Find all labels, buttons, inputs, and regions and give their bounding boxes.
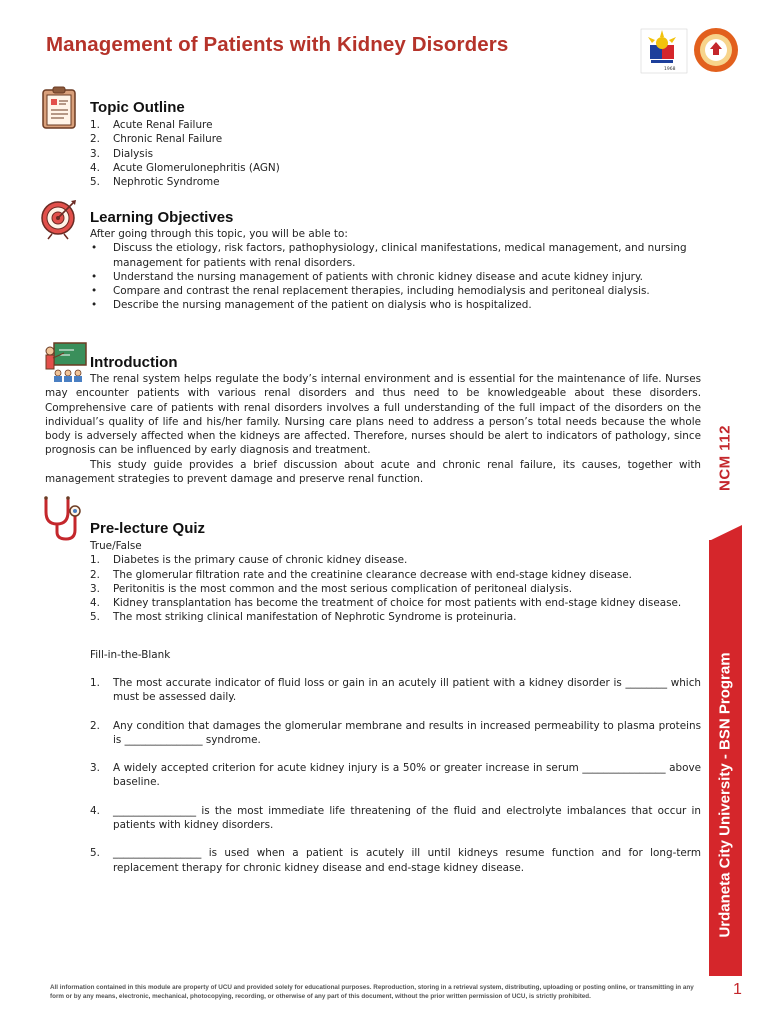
list-item: 3. Peritonitis is the most common and the most serious complication of peritoneal dialysis. — [90, 582, 573, 595]
list-item: 4. ________________ is the most immediate life threatening of the fluid and electrolyte imbalances that occur in patients with kidney disorders. — [90, 804, 701, 832]
list-item: 2. The glomerular filtration rate and the creatinine clearance decrease with end-stage kidney disease. — [90, 568, 632, 581]
logo-year: 1968 — [664, 67, 676, 72]
list-item: 4. Acute Glomerulonephritis (AGN) — [90, 161, 280, 174]
clipboard-icon — [41, 86, 77, 134]
page-title: Management of Patients with Kidney Disorders — [46, 33, 509, 56]
course-code: NCM 112 — [716, 424, 734, 492]
header-logos — [640, 27, 740, 75]
list-item: • Understand the nursing management of patients with chronic kidney disease and acute kidney injury. — [91, 270, 643, 283]
topic-outline-list — [90, 118, 700, 189]
true-false-section — [90, 539, 701, 625]
footer-disclaimer: All information contained in this module are property of UCU and provided solely for educational purposes. Reproduction, storing in a retrieval system, distributing, uploading or posting online, or transmitting in any form or by any means, electronic, mechanical, photocopying, recording, or otherwise of any part of this document, without the prior written permission of UCU, is strictly prohibited. — [50, 984, 694, 1000]
list-item: • Discuss the etiology, risk factors, pathophysiology, clinical manifestations, medical management, and nursing management for patients with renal disorders. — [91, 242, 687, 269]
introduction-paragraph: This study guide provides a brief discussion about acute and chronic renal failure, its causes, together with management strategies to prevent damage and preserve renal function. — [45, 458, 701, 486]
list-item: 2. Chronic Renal Failure — [90, 133, 223, 146]
list-item: 5. The most striking clinical manifestation of Nephrotic Syndrome is proteinuria. — [90, 611, 517, 624]
topic-outline-heading: Topic Outline — [90, 99, 185, 116]
list-item: 5. _________________ is used when a patient is acutely ill until kidneys resume function and for long-term replacement therapy for chronic kidney disease and end-stage kidney disease. — [90, 847, 701, 874]
sidebar-band-cap — [709, 525, 742, 541]
learning-objectives-body — [90, 227, 701, 313]
list-item: 1. Acute Renal Failure — [90, 119, 213, 131]
program-label: Urdaneta City University - BSN Program — [716, 652, 734, 938]
page-number: 1 — [733, 981, 742, 998]
philippine-seal-logo — [640, 27, 740, 75]
fill-blank-section — [90, 676, 701, 889]
learning-objectives-intro: After going through this topic, you will be able to: — [90, 228, 348, 240]
introduction-body — [45, 372, 701, 486]
list-item: 1. Diabetes is the primary cause of chronic kidney disease. — [90, 554, 408, 567]
list-item: 1. The most accurate indicator of fluid loss or gain in an acutely ill patient with a kidney disorder is ________ which must be assessed daily. — [90, 677, 701, 704]
introduction-heading: Introduction — [90, 354, 178, 371]
stethoscope-icon — [42, 496, 86, 546]
list-item: 3. Dialysis — [90, 147, 154, 160]
list-item: 3. A widely accepted criterion for acute kidney injury is a 50% or greater increase in serum ________________ above baseline. — [90, 762, 701, 789]
introduction-paragraph: The renal system helps regulate the body’s internal environment and is essential for the maintenance of life. Nurses may encounter patients with various renal disorders and thus need to be knowledgeable about these disorders. Comprehensive care of patients with renal disorders involves a full understanding of the full impact of the disorders on the individual’s quality of life and his/her family. Nursing care plans need to address a person’s total needs because the whole body is adversely affected when the kidneys are affected. Therefore, nurses should be alert to indicators of pathology, since prognosis can be influenced by early diagnosis and treatment. — [45, 373, 701, 457]
list-item: 5. Nephrotic Syndrome — [90, 176, 220, 189]
target-icon — [40, 198, 78, 244]
learning-objectives-heading: Learning Objectives — [90, 209, 234, 226]
true-false-label: True/False — [90, 540, 142, 552]
pre-lecture-quiz-heading: Pre-lecture Quiz — [90, 520, 206, 537]
fill-blank-label: Fill-in-the-Blank — [90, 649, 171, 661]
list-item: 2. Any condition that damages the glomerular membrane and results in increased permeability to plasma proteins is _______________ syndrome. — [90, 719, 701, 746]
list-item: • Compare and contrast the renal replacement therapies, including hemodialysis and peritoneal dialysis. — [91, 285, 650, 298]
list-item: 4. Kidney transplantation has become the treatment of choice for most patients with end-stage kidney disease. — [90, 597, 682, 610]
list-item: • Describe the nursing management of the patient on dialysis who is hospitalized. — [91, 299, 532, 312]
